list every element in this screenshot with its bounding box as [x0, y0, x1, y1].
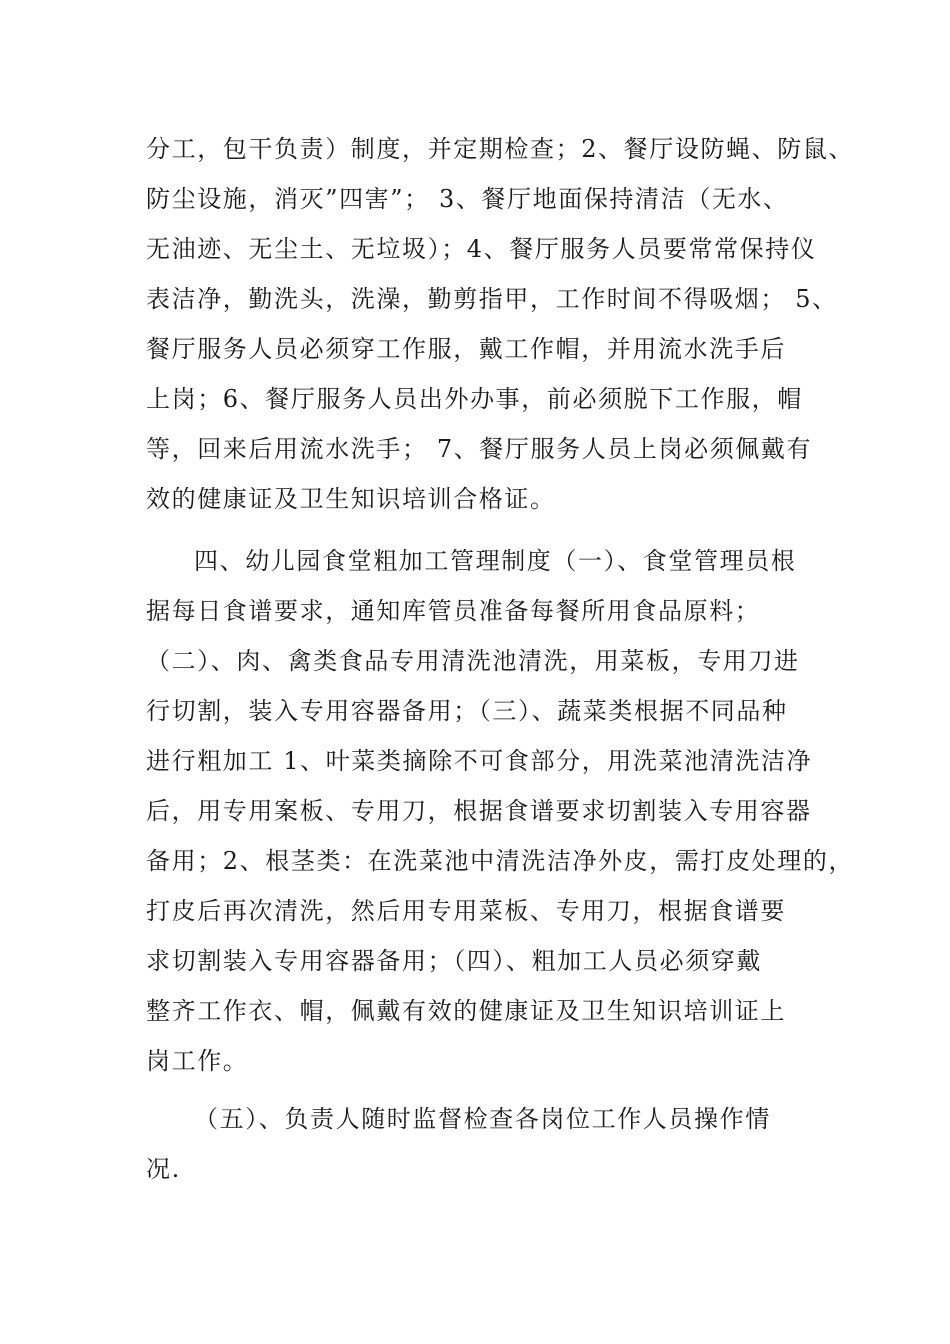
paragraph-rough-processing-rules: [146, 536, 855, 1086]
text-line: 表洁净，勤洗头，洗澡，勤剪指甲，工作时间不得吸烟； 5、: [146, 285, 838, 313]
text-line: 无油迹、无尘土、无垃圾）；4、餐厅服务人员要常常保持仪: [146, 235, 817, 263]
text-line: 等，回来后用流水洗手； 7、餐厅服务人员上岗必须佩戴有: [146, 435, 813, 463]
text-line: 分工，包干负责）制度，并定期检查；2、餐厅设防蝇、防鼠、: [146, 135, 855, 163]
text-line: 防尘设施，消灭”四害”； 3、餐厅地面保持清洁（无水、: [146, 185, 789, 213]
text-line: （五）、负责人随时监督检查各岗位工作人员操作情: [194, 1105, 771, 1133]
text-line: （二）、肉、禽类食品专用清洗池清洗，用菜板，专用刀进: [146, 647, 800, 675]
paragraph-cafeteria-hygiene: [146, 124, 855, 524]
paragraph-supervision: [146, 1094, 826, 1194]
text-line: 后，用专用案板、专用刀，根据食谱要求切割装入专用容器: [146, 797, 812, 825]
text-line: 备用；2、根茎类：在洗菜池中清洗洁净外皮，需打皮处理的，: [146, 847, 855, 875]
text-line: 整齐工作衣、帽，佩戴有效的健康证及卫生知识培训证上: [146, 997, 786, 1025]
text-line: 进行粗加工 1、叶菜类摘除不可食部分，用洗菜池清洗洁净: [146, 747, 813, 775]
text-line: 行切割，装入专用容器备用；（三）、蔬菜类根据不同品种: [146, 697, 788, 725]
text-line: 据每日食谱要求，通知库管员准备每餐所用食品原料；: [146, 597, 761, 625]
text-line: 岗工作。: [146, 1047, 249, 1075]
text-line: 打皮后再次清洗，然后用专用菜板、专用刀，根据食谱要: [146, 897, 786, 925]
text-line: 求切割装入专用容器备用；（四）、粗加工人员必须穿戴: [146, 947, 762, 975]
text-line: 餐厅服务人员必须穿工作服，戴工作帽，并用流水洗手后: [146, 335, 786, 363]
text-line: 四、幼儿园食堂粗加工管理制度（一）、食堂管理员根: [194, 547, 797, 575]
text-line: 效的健康证及卫生知识培训合格证。: [146, 485, 556, 513]
text-line: 况.: [146, 1155, 181, 1183]
text-line: 上岗；6、餐厅服务人员出外办事，前必须脱下工作服，帽: [146, 385, 803, 413]
